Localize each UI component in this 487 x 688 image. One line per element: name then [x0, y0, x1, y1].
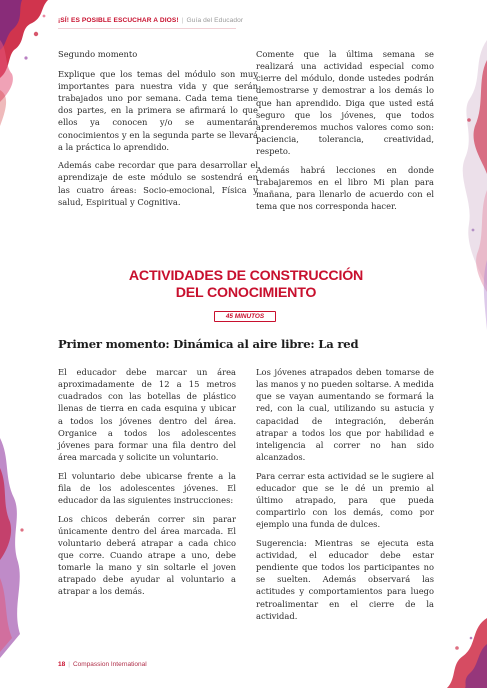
segundo-momento-heading: Segundo momento [58, 49, 138, 59]
paragraph: El voluntario debe ubicarse frente a la fila de los adolescentes jóvenes. El educador da las siguientes instrucciones: [58, 470, 236, 505]
section-title-line-1: ACTIVIDADES DE CONSTRUCCIÓN [128, 268, 364, 284]
header-separator: | [181, 17, 184, 24]
paragraph: Explique que los temas del módulo son muy importantes para nuestra vida y que serán trabajados uno por semana. Cada tema tiene dos partes, en la primera se afirmará lo que ellos ya conocen y/o se aumentarán conocimientos y en la segunda parte se llevará a la práctica lo aprendido. [58, 68, 258, 152]
activity-subheading: Primer momento: Dinámica al aire libre: La red [58, 337, 359, 351]
watercolor-decoration-bottom-left [0, 438, 36, 658]
page-footer [58, 661, 147, 668]
bottom-right-column [256, 366, 434, 628]
paragraph: Además cabe recordar que para desarrollar el aprendizaje de este módulo se sostendrá en las cuatro áreas: Socio-emocional, Física y salud, Espiritual y Cognitiva. [58, 160, 258, 207]
bottom-left-column [58, 366, 236, 604]
top-right-column [256, 48, 434, 219]
paragraph: Sugerencia: Mientras se ejecuta esta actividad, el educador debe estar pendiente que todos los participantes no se suelten. Además observará las actitudes y comportamientos para luego retroalimentar en el cierre de la actividad. [256, 537, 434, 621]
section-title [58, 268, 434, 302]
section-title-line-2: DEL CONOCIMIENTO [175, 285, 317, 301]
duration-badge: 45 MINUTOS [214, 311, 276, 322]
paragraph: Comente que la última semana se realizará una actividad especial como cierre del módulo, donde ustedes podrán demostrarse y demostrar a los demás lo que han aprendido. Diga que usted está seguro que los jóvenes, que todos aprenderemos muchos valores como son: paciencia, tolerancia, creatividad, respeto. [256, 49, 434, 157]
header-brand: ¡SÍ! ES POSIBLE ESCUCHAR A DIOS! [58, 17, 179, 24]
running-header [58, 17, 243, 24]
paragraph: El educador debe marcar un área aproximadamente de 12 a 15 metros cuadrados con las botellas de plástico llenas de tierra en cada esquina y ubicar a todos los jóvenes dentro del área. Organice a todos los adolescentes jóvenes para formar una fila dentro del área marcada y solicite un voluntario. [58, 367, 236, 463]
footer-separator: | [68, 661, 70, 668]
page-number: 18 [58, 661, 66, 668]
header-guide-title: Guía del Educador [186, 17, 244, 24]
footer-organization: Compassion International [72, 661, 147, 668]
top-left-column [58, 48, 258, 214]
header-divider [58, 28, 236, 29]
paragraph: Los chicos deberán correr sin parar únicamente dentro del área marcada. El voluntario deberá atrapar a cada chico que corre. Cuando atrape a uno, debe tomarle la mano y sin soltarle el joven atrapado debe ayudar al voluntario a atrapar a los demás. [58, 513, 236, 597]
paragraph: Los jóvenes atrapados deben tomarse de las manos y no pueden soltarse. A medida que se vayan aumentando se formará la red, con la cual, utilizando su astucia y capacidad de integración, deberán atrapar a todos los que por habilidad e inteligencia al correr no han sido alcanzados. [256, 367, 434, 463]
watercolor-decoration-right [439, 40, 487, 360]
paragraph: Para cerrar esta actividad se le sugiere al educador que se le dé un premio al último atrapado, para que pueda compartirlo con los demás, como por ejemplo una funda de dulces. [256, 470, 434, 530]
paragraph: Además habrá lecciones en donde trabajaremos en el libro Mi plan para mañana, para llenarlo de acuerdo con el tema que nos corresponda hacer. [256, 164, 434, 212]
